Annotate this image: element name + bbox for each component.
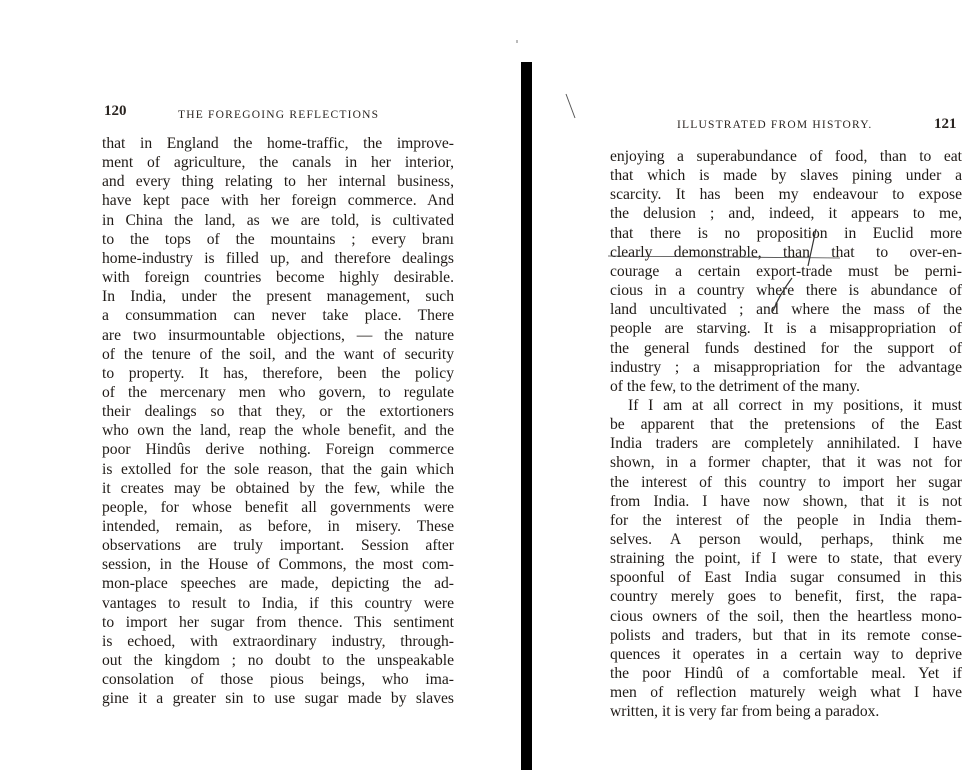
- text-line: shown, in a former chapter, that it was not for: [610, 454, 962, 472]
- text-line: from India. I have now shown, that it is not: [610, 492, 962, 510]
- text-line: gine it a greater sin to use sugar made by slaves: [102, 690, 454, 708]
- text-line: who own the land, reap the whole benefit, and the: [102, 422, 454, 440]
- text-line: people are starving. It is a misappropriation of: [610, 320, 962, 338]
- text-line: men of reflection maturely weigh what I have: [610, 684, 962, 702]
- text-line: of the mercenary men who govern, to regulate: [102, 383, 454, 401]
- text-line: in China the land, as we are told, is cultivated: [102, 211, 454, 229]
- text-line: straining the point, if I were to state, that every: [610, 550, 962, 568]
- text-line: people, for whose benefit all governments were: [102, 498, 454, 516]
- text-line: polists and traders, but that in its remote conse-: [610, 626, 962, 644]
- text-line: cious in a country where there is abundance of: [610, 282, 962, 300]
- text-line: consolation of those pious beings, who ima-: [102, 671, 454, 689]
- text-line: poor Hindûs derive nothing. Foreign commerce: [102, 441, 454, 459]
- text-line: their dealings so that they, or the extortioners: [102, 403, 454, 421]
- text-line: out the kingdom ; no doubt to the unspeakable: [102, 652, 454, 670]
- text-line: vantages to result to India, if this country were: [102, 594, 454, 612]
- left-page-number: 120: [104, 103, 127, 119]
- text-line: to the tops of the mountains ; every branı: [102, 230, 454, 248]
- text-line: with foreign countries become highly desirable.: [102, 269, 454, 287]
- text-line: are two insurmountable objections, — the nature: [102, 326, 454, 344]
- text-line: it creates may be obtained by the few, while the: [102, 479, 454, 497]
- text-line: session, in the House of Commons, the most com-: [102, 556, 454, 574]
- text-line: cious owners of the soil, then the heartless mono-: [610, 607, 962, 625]
- text-line: the general funds destined for the support of: [610, 339, 962, 357]
- text-line: have kept pace with her foreign commerce. And: [102, 192, 454, 210]
- text-line: land uncultivated ; and where the mass of the: [610, 301, 962, 319]
- right-running-head: ILLUSTRATED FROM HISTORY.: [677, 119, 873, 131]
- text-line: home-industry is filled up, and therefore dealings: [102, 249, 454, 267]
- text-line: clearly demonstrable, than that to over-en-: [610, 243, 962, 261]
- text-line: enjoying a superabundance of food, than to eat: [610, 148, 962, 165]
- text-line: for the interest of the people in India them-: [610, 511, 962, 529]
- text-line: written, it is very far from being a paradox.: [610, 703, 880, 721]
- pencil-underline-clearly: [608, 256, 840, 258]
- text-line: quences it operates in a certain way to deprive: [610, 645, 962, 663]
- text-line: of the tenure of the soil, and the want of security: [102, 345, 454, 363]
- left-running-head: THE FOREGOING REFLECTIONS: [178, 109, 380, 121]
- text-line: the interest of this country to import her sugar: [610, 473, 962, 491]
- text-line: the poor Hindû of a comfortable meal. Yet if: [610, 665, 962, 683]
- text-line: courage a certain export-trade must be perni-: [610, 262, 962, 280]
- pencil-stroke-proposition: [808, 229, 816, 266]
- text-line: scarcity. It has been my endeavour to expose: [610, 186, 962, 204]
- text-line: that there is no proposition in Euclid more: [610, 224, 962, 242]
- text-line: India traders are completely annihilated. I have: [610, 435, 962, 453]
- text-line: is extolled for the sole reason, that the gain which: [102, 460, 454, 478]
- text-line: be apparent that the pretensions of the East: [610, 416, 962, 434]
- text-line: and every thing relating to her internal business,: [102, 173, 454, 191]
- pencil-stroke-top: [566, 94, 575, 118]
- text-line: ment of agriculture, the canals in her interior,: [102, 154, 454, 172]
- text-line: that which is made by slaves pining under a: [610, 167, 962, 185]
- pencil-stroke-export: [773, 278, 792, 311]
- text-line: country merely goes to benefit, first, the rapa-: [610, 588, 962, 606]
- text-line: In India, under the present management, such: [102, 288, 454, 306]
- text-line: intended, remain, as before, in misery. These: [102, 518, 454, 535]
- text-line: industry ; a misappropriation for the advantage: [610, 358, 962, 376]
- text-line: the delusion ; and, indeed, it appears to me,: [610, 205, 962, 223]
- text-line: If I am at all correct in my positions, it must: [628, 396, 962, 414]
- text-line: spoonful of East India sugar consumed in this: [610, 569, 962, 587]
- text-line: to import her sugar from thence. This sentiment: [102, 613, 454, 631]
- text-line: to property. It has, therefore, been the policy: [102, 364, 454, 382]
- text-line: of the few, to the detriment of the many.: [610, 377, 860, 395]
- text-line: a consummation can never take place. There: [102, 307, 454, 325]
- text-line: is echoed, with extraordinary industry, through-: [102, 632, 454, 650]
- text-line: that in England the home-traffic, the improve-: [102, 135, 454, 152]
- right-page-number: 121: [934, 116, 957, 132]
- text-line: mon-place speeches are made, depicting the ad-: [102, 575, 454, 593]
- text-line: selves. A person would, perhaps, think me: [610, 531, 962, 548]
- text-line: observations are truly important. Session after: [102, 537, 454, 555]
